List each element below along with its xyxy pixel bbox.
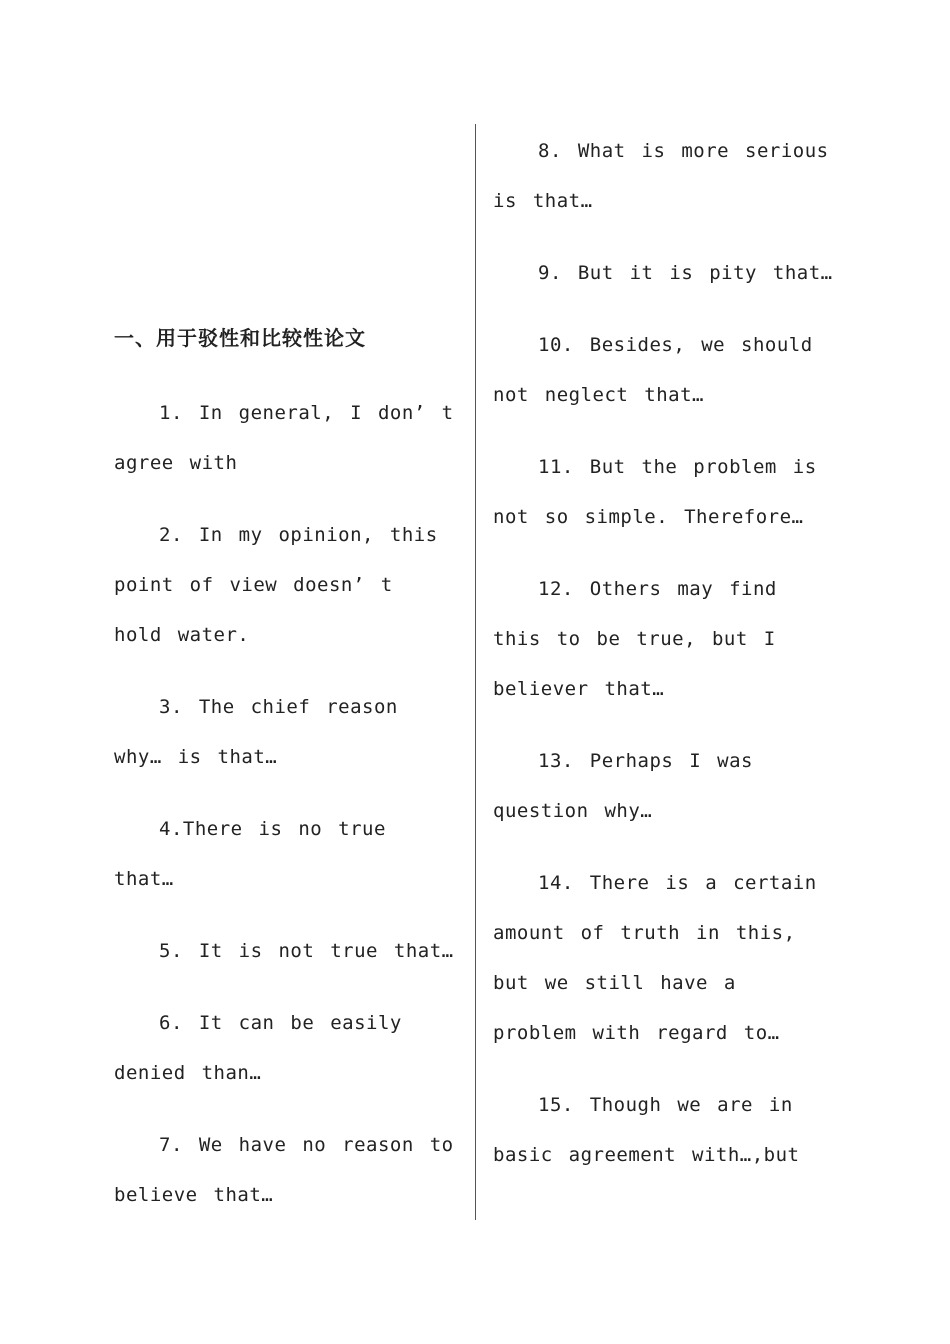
phrase-item-9: 9. But it is pity that… xyxy=(538,262,833,284)
phrase-item-2: 2. In my opinion, this point of view doesn’ t hold water. xyxy=(114,524,438,646)
right-column xyxy=(493,126,833,1202)
phrase-item-11: 11. But the problem is not so simple. Therefore… xyxy=(493,456,817,528)
section-heading: 一、用于驳性和比较性论文 xyxy=(114,326,366,350)
phrase-item-7: 7. We have no reason to believe that… xyxy=(114,1134,454,1206)
phrase-item-10: 10. Besides, we should not neglect that… xyxy=(493,334,813,406)
column-divider xyxy=(475,124,476,1220)
phrase-item-15: 15. Though we are in basic agreement with…,but xyxy=(493,1094,800,1166)
phrase-item-12: 12. Others may find this to be true, but I believer that… xyxy=(493,578,777,700)
phrase-item-5: 5. It is not true that… xyxy=(159,940,454,962)
phrase-item-14: 14. There is a certain amount of truth in this, but we still have a problem with regard to… xyxy=(493,872,817,1044)
phrase-item-13: 13. Perhaps I was question why… xyxy=(493,750,753,822)
left-column xyxy=(114,316,454,1242)
phrase-item-3: 3. The chief reason why… is that… xyxy=(114,696,398,768)
phrase-item-4: 4.There is no true that… xyxy=(114,818,386,890)
phrase-item-6: 6. It can be easily denied than… xyxy=(114,1012,402,1084)
phrase-item-8: 8. What is more serious is that… xyxy=(493,140,829,212)
phrase-item-1: 1. In general, I don’ t agree with xyxy=(114,402,454,474)
